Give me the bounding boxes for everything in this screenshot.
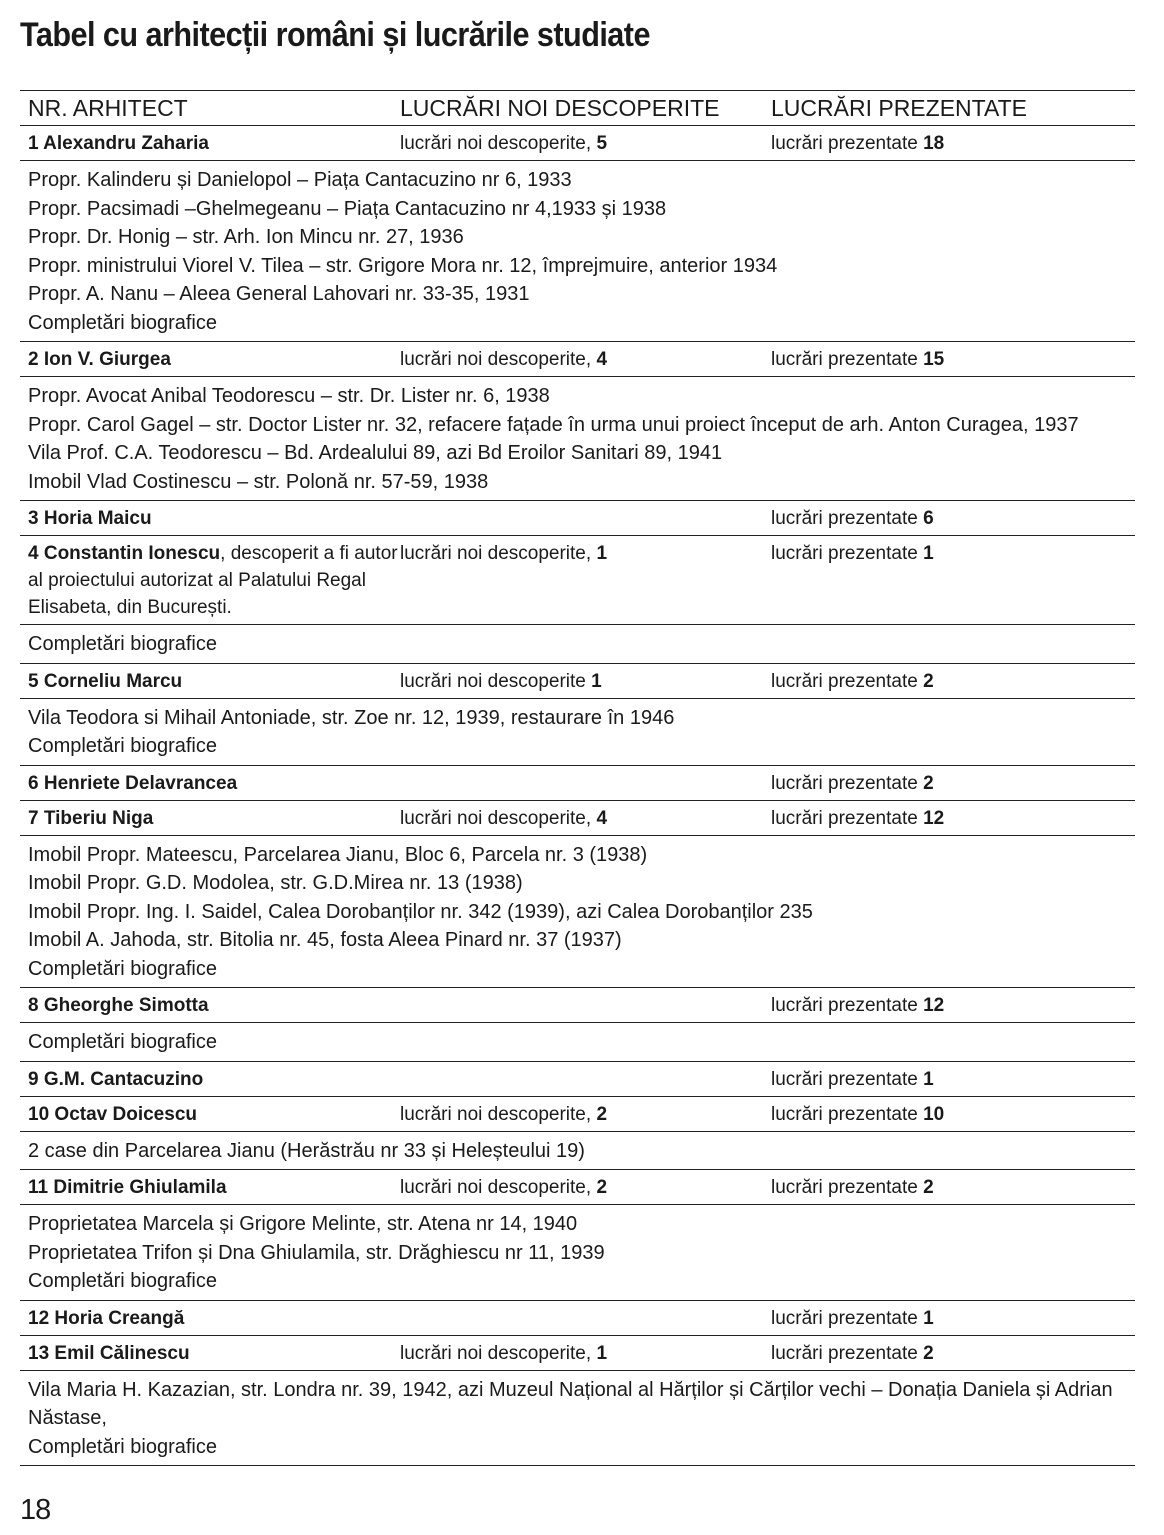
architect-name: Constantin Ionescu [43,543,221,564]
new-works-count: 1 [596,1342,608,1364]
architect-row [20,501,1135,536]
presented-works-label: lucrări prezentate [771,349,918,370]
work-item: 2 case din Parcelarea Jianu (Herăstrău nr 33 și Heleșteului 19) [28,1139,585,1162]
work-item: Completări biografice [28,1270,217,1292]
presented-works-count: 2 [923,1177,934,1198]
architect-cell [20,1066,400,1093]
work-item: Vila Teodora si Mihail Antoniade, str. Zoe nr. 12, 1939, restaurare în 1946 [28,706,675,729]
architect-number: 3 [28,508,39,529]
architect-heading [28,808,153,829]
presented-works-count: 1 [923,543,934,564]
new-works-count: 4 [596,807,608,829]
work-item: Vila Prof. C.A. Teodorescu – Bd. Ardealului 89, azi Bd Eroilor Sanitari 89, 1941 [28,442,723,464]
architect-row [20,664,1135,699]
works-list [20,699,1135,766]
architect-name: Henriete Delavrancea [43,772,238,794]
work-item: Imobil Propr. Mateescu, Parcelarea Jianu, Bloc 6, Parcela nr. 3 (1938) [28,843,648,866]
presented-works-count: 2 [923,670,934,692]
work-item: Propr. A. Nanu – Aleea General Lahovari nr. 33-35, 1931 [28,283,530,305]
architect-cell [20,505,400,532]
architect-row [20,988,1135,1023]
architect-name: Tiberiu Niga [43,807,154,829]
work-item: Completări biografice [28,1435,217,1458]
architect-row [20,536,1135,625]
work-item: Completări biografice [28,311,217,334]
new-works-cell [400,805,771,832]
presented-works-count: 1 [923,1307,934,1329]
presented-works-cell [771,1066,1135,1093]
page-title: Tabel cu arhitecții români și lucrările studiate [20,16,650,54]
architect-number: 5 [28,670,39,692]
presented-works-count: 2 [923,772,934,794]
new-works-count: 1 [591,670,602,692]
architect-cell [20,346,400,373]
work-item: Propr. Avocat Anibal Teodorescu – str. Dr. Lister nr. 6, 1938 [28,385,550,407]
architect-cell [20,668,400,695]
architects-table [20,90,1135,1466]
presented-works-count: 1 [923,1068,934,1090]
architect-name: Horia Creangă [54,1307,185,1329]
presented-works-count: 6 [923,508,934,529]
presented-works-count: 12 [923,807,945,829]
architect-number: 13 [28,1342,50,1364]
new-works-label: lucrări noi descoperite, [400,1103,592,1125]
presented-works-cell [771,130,1135,157]
architect-heading [28,1308,184,1329]
new-works-label: lucrări noi descoperite, [400,133,592,154]
work-item: Propr. Kalinderu și Danielopol – Piața Cantacuzino nr 6, 1933 [28,169,572,191]
architect-name: Corneliu Marcu [43,670,183,692]
work-item: Propr. Carol Gagel – str. Doctor Lister nr. 32, refacere fațade în urma unui proiect început de arh. Anton Curagea, 1937 [28,413,1079,436]
architect-row [20,126,1135,161]
architect-name: G.M. Cantacuzino [43,1068,204,1090]
architect-number: 10 [28,1103,50,1125]
architect-cell [20,992,400,1019]
work-item: Propr. Dr. Honig – str. Arh. Ion Mincu nr. 27, 1936 [28,226,464,248]
architect-heading [28,773,237,794]
page-number: 18 [20,1494,51,1526]
architect-heading [28,995,209,1016]
new-works-label: lucrări noi descoperite, [400,807,592,829]
presented-works-label: lucrări prezentate [771,543,918,564]
presented-works-cell [771,668,1135,695]
new-works-count: 2 [596,1177,608,1198]
architect-number: 11 [28,1177,49,1198]
work-item: Completări biografice [28,633,217,655]
presented-works-label: lucrări prezentate [771,1068,918,1090]
presented-works-count: 18 [923,133,945,154]
header-new-works: LUCRĂRI NOI DESCOPERITE [400,94,720,121]
architect-cell [20,1101,400,1128]
architect-cell [20,540,400,621]
presented-works-cell [771,505,1135,532]
works-list [20,836,1135,989]
architect-heading [28,1177,227,1198]
new-works-count: 2 [596,1103,608,1125]
architect-number: 2 [28,349,39,370]
presented-works-label: lucrări prezentate [771,508,918,529]
architect-number: 7 [28,807,39,829]
work-item: Imobil A. Jahoda, str. Bitolia nr. 45, fosta Aleea Pinard nr. 37 (1937) [28,929,622,951]
architect-row [20,1062,1135,1097]
architect-row [20,342,1135,377]
works-list [20,1023,1135,1062]
new-works-count: 1 [596,543,608,564]
architect-heading [28,133,209,154]
works-list [20,161,1135,342]
presented-works-label: lucrări prezentate [771,670,918,692]
work-item: Imobil Propr. Ing. I. Saidel, Calea Dorobanților nr. 342 (1939), azi Calea Dorobanților 235 [28,900,813,923]
architect-heading [28,543,220,564]
presented-works-cell [771,540,1135,567]
architect-heading [28,1343,190,1364]
new-works-cell [400,668,771,695]
presented-works-cell [771,992,1135,1019]
architect-number: 4 [28,543,39,564]
presented-works-label: lucrări prezentate [771,1103,918,1125]
work-item: Vila Maria H. Kazazian, str. Londra nr. 39, 1942, azi Muzeul Național al Hărților și Cărților vechi – Donația Daniela și Adrian Năstase, [28,1378,1113,1429]
architect-number: 1 [28,133,39,154]
architect-number: 12 [28,1307,50,1329]
new-works-label: lucrări noi descoperite, [400,1342,592,1364]
architect-number: 9 [28,1068,39,1090]
architect-row [20,766,1135,801]
architect-name: Gheorghe Simotta [43,995,209,1016]
presented-works-label: lucrări prezentate [771,1177,918,1198]
architect-heading [28,1069,203,1090]
work-item: Completări biografice [28,957,217,980]
presented-works-cell [771,1174,1135,1201]
architect-row [20,801,1135,836]
header-presented-works: LUCRĂRI PREZENTATE [771,94,1028,121]
architect-name: Dimitrie Ghiulamila [53,1177,227,1198]
architect-heading [28,349,171,370]
architect-cell [20,1340,400,1367]
architect-name: Ion V. Giurgea [43,349,171,370]
architect-heading [28,508,152,529]
presented-works-cell [771,1340,1135,1367]
presented-works-label: lucrări prezentate [771,133,918,154]
architect-number: 8 [28,995,39,1016]
architect-number: 6 [28,772,39,794]
architect-name: Alexandru Zaharia [43,133,209,154]
architect-cell [20,805,400,832]
works-list [20,625,1135,664]
work-item: Completări biografice [28,1031,217,1053]
work-item: Imobil Vlad Costinescu – str. Polonă nr. 57-59, 1938 [28,470,489,493]
works-list [20,1205,1135,1301]
new-works-cell [400,1174,771,1201]
presented-works-label: lucrări prezentate [771,995,918,1016]
new-works-cell [400,346,771,373]
presented-works-label: lucrări prezentate [771,772,918,794]
architect-heading [28,671,182,692]
new-works-label: lucrări noi descoperite [400,670,586,692]
presented-works-cell [771,770,1135,797]
architect-heading [28,1104,197,1125]
works-list [20,1371,1135,1467]
new-works-label: lucrări noi descoperite, [400,543,592,564]
table-header [20,91,1135,126]
presented-works-count: 12 [923,995,945,1016]
presented-works-count: 15 [923,349,945,370]
architect-cell [20,130,400,157]
new-works-cell [400,1340,771,1367]
presented-works-cell [771,346,1135,373]
work-item: Completări biografice [28,735,217,757]
architect-cell [20,1174,400,1201]
architect-row [20,1097,1135,1132]
table-body [20,126,1135,1466]
presented-works-label: lucrări prezentate [771,1342,918,1364]
work-item: Imobil Propr. G.D. Modolea, str. G.D.Mirea nr. 13 (1938) [28,872,523,894]
architect-row [20,1170,1135,1205]
architect-name: Octav Doicescu [54,1103,197,1125]
new-works-count: 5 [596,133,608,154]
work-item: Proprietatea Marcela și Grigore Melinte, str. Atena nr 14, 1940 [28,1213,578,1235]
presented-works-count: 10 [923,1103,945,1125]
presented-works-cell [771,805,1135,832]
architect-note: , descoperit a fi autor al proiectului autorizat al Palatului Regal Elisabeta, din București. [28,543,398,618]
works-list [20,1132,1135,1171]
new-works-cell [400,540,771,567]
presented-works-label: lucrări prezentate [771,807,918,829]
presented-works-cell [771,1305,1135,1332]
architect-row [20,1301,1135,1336]
presented-works-count: 2 [923,1342,934,1364]
architect-row [20,1336,1135,1371]
new-works-count: 4 [596,349,608,370]
architect-name: Emil Călinescu [54,1342,190,1364]
work-item: Propr. ministrului Viorel V. Tilea – str. Grigore Mora nr. 12, împrejmuire, anterior 1934 [28,254,778,277]
architect-name: Horia Maicu [43,508,152,529]
new-works-cell [400,1101,771,1128]
header-architect: NR. ARHITECT [28,94,188,121]
architect-cell [20,770,400,797]
new-works-label: lucrări noi descoperite, [400,1177,592,1198]
presented-works-cell [771,1101,1135,1128]
work-item: Propr. Pacsimadi –Ghelmegeanu – Piața Cantacuzino nr 4,1933 și 1938 [28,197,667,220]
presented-works-label: lucrări prezentate [771,1307,918,1329]
works-list [20,377,1135,501]
new-works-cell [400,130,771,157]
new-works-label: lucrări noi descoperite, [400,349,592,370]
work-item: Proprietatea Trifon și Dna Ghiulamila, str. Drăghiescu nr 11, 1939 [28,1241,605,1264]
architect-cell [20,1305,400,1332]
